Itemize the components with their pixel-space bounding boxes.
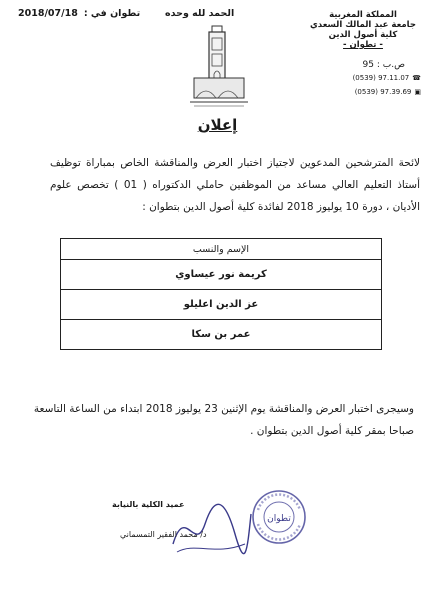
po-box — [363, 60, 405, 70]
fax-icon: ▣ — [414, 88, 421, 96]
name-column-header: الإسم والنسب — [61, 239, 382, 260]
faculty-logo — [188, 22, 250, 108]
faculty-label: كلية أصول الدين — [328, 30, 398, 40]
phone2-number: (0539) 97.39.69 — [354, 88, 412, 96]
po-box-number: : 95 — [362, 60, 380, 70]
document-date: 2018/07/18 — [18, 8, 78, 19]
intro-paragraph: لائحة المترشحين المدعوين لاجتياز اختبار العرض والمناقشة الخاص بمباراة توظيف أستاذ التعليم العالي مساعد من الموظفين حاملي الدكتوراه ( 01 ) تخصص علوم الأديان ، دورة 10 يوليوز 2018 لفائدة كلية أصول الدين بتطوان : — [50, 157, 420, 213]
hamdala: الحمد لله وحده — [165, 8, 235, 19]
candidate-name: عمر بن سكا — [61, 320, 382, 350]
candidate-name: عز الدين اعليلو — [61, 290, 382, 320]
institution-header — [303, 10, 423, 50]
table-row — [61, 290, 382, 320]
kingdom-label: المملكة المغربية — [329, 10, 397, 20]
announcement-title: إعلان — [197, 116, 238, 134]
city-label: - تطوان - — [343, 40, 383, 50]
date-line — [18, 8, 140, 19]
dean-name: د/ محمد الفقير التمسماني — [120, 530, 207, 539]
dean-title: عميد الكلية بالنيابة — [112, 500, 185, 509]
table-header-row — [61, 239, 382, 260]
city-date-label: تطوان في : — [83, 8, 141, 19]
po-box-label: ص.ب — [382, 60, 405, 70]
phone-line-2 — [355, 88, 421, 96]
phone1-number: (0539) 97.11.07 — [352, 74, 410, 82]
table-row — [61, 320, 382, 350]
phone-line-1 — [353, 74, 421, 82]
phone-icon: ☎ — [412, 74, 421, 82]
stamp-city: تطوان — [267, 514, 291, 524]
table-row — [61, 260, 382, 290]
candidate-name: كريمة نور عيساوي — [61, 260, 382, 290]
official-stamp — [250, 488, 308, 546]
university-label: جامعة عبد المالك السعدي — [310, 20, 416, 30]
candidates-table — [60, 238, 382, 350]
exam-schedule-paragraph: وسيجرى اختبار العرض والمناقشة يوم الإثنين 23 يوليوز 2018 ابتداء من الساعة التاسعة صباحا بمقر كلية أصول الدين بتطوان . — [33, 403, 414, 437]
